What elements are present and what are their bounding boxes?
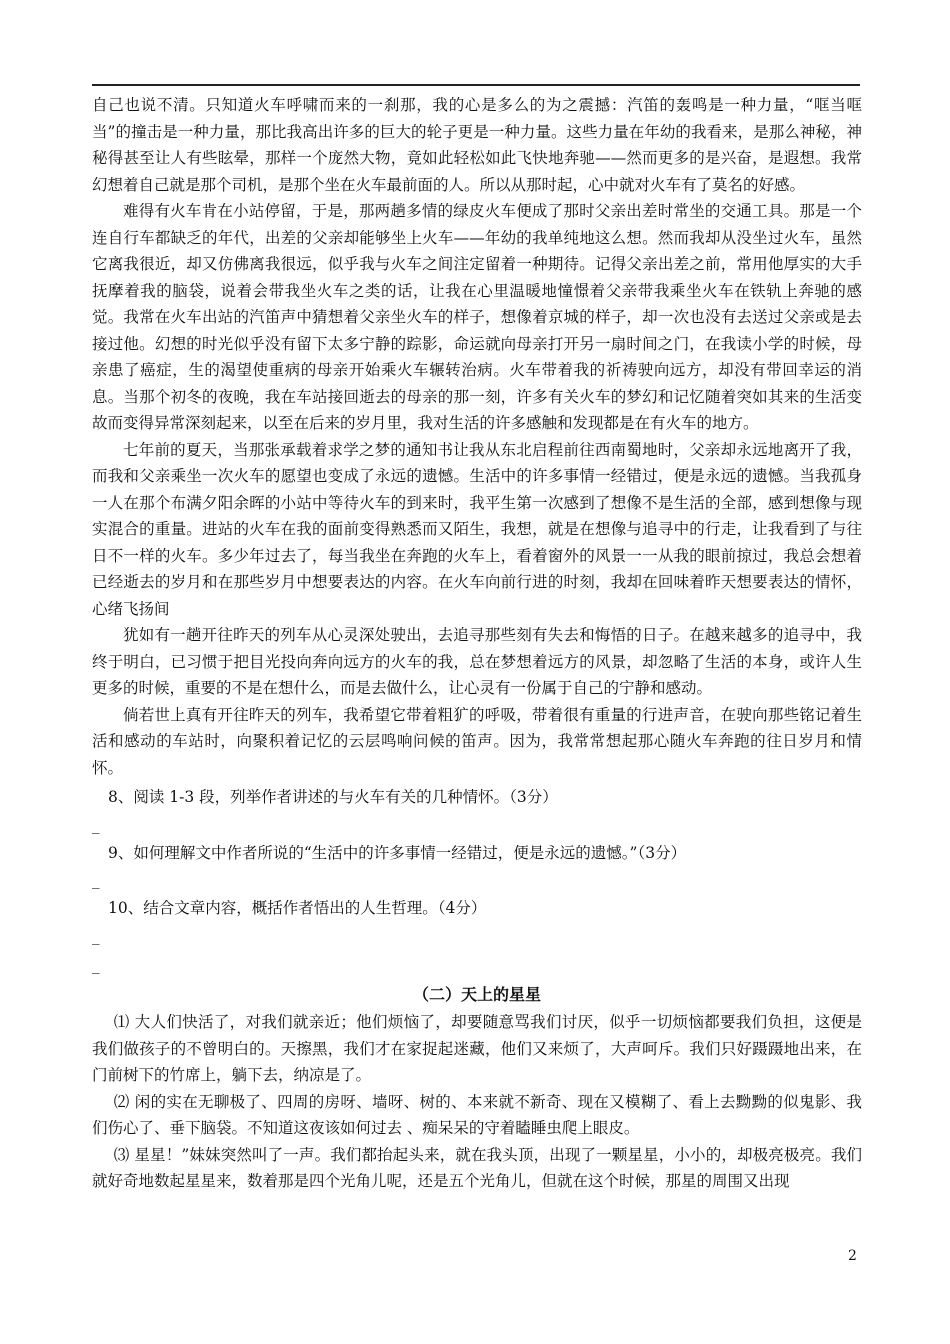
question-9: 9、如何理解文中作者所说的“生活中的许多事情一经错过，便是永远的遗憾。”（3分） — [108, 843, 687, 862]
page-content — [92, 92, 862, 1195]
section2-paragraph-1: ⑴ 大人们快活了，对我们就亲近；他们烦恼了，却要随意骂我们讨厌，似乎一切烦恼都要我们负担，这便是我们做孩子的不曾明白的。天擦黑，我们才在家捉起迷藏，他们又来烦了，大声呵斥。我们只好蹑蹑地出来，在门前树下的竹席上，躺下去，纳凉是了。 — [92, 1013, 862, 1084]
answer-line-10b[interactable]: _ — [92, 955, 100, 974]
page-number: 2 — [848, 1248, 857, 1264]
question-8: 8、阅读 1-3 段，列举作者讲述的与火车有关的几种情怀。（3分） — [108, 788, 558, 806]
header-rule — [92, 84, 860, 86]
question-10: 10、结合文章内容，概括作者悟出的人生哲理。（4分） — [108, 899, 487, 917]
essay-paragraph-1: 自己也说不清。只知道火车呼啸而来的一刹那，我的心是多么的为之震撼：汽笛的轰鸣是一种力量，“哐当哐当”的撞击是一种力量，那比我高出许多的巨大的轮子更是一种力量。这些力量在年幼的我看来，是那么神秘，神秘得甚至让人有些眩晕，那样一个庞然大物，竟如此轻松如此飞快地奔驰——然而更多的是兴奋，是遐想。我常幻想着自己就是那个司机，是那个坐在火车最前面的人。所以从那时起，心中就对火车有了莫名的好感。 — [92, 96, 862, 194]
answer-line-10a[interactable]: _ — [92, 926, 100, 945]
essay-paragraph-5: 倘若世上真有开往昨天的列车，我希望它带着粗犷的呼吸，带着很有重量的行进声音，在驶向那些铭记着生活和感动的车站时，向聚积着记忆的云层鸣响问候的笛声。因为，我常常想起那心随火车奔跑的往日岁月和情怀。 — [92, 705, 862, 777]
section2-paragraph-2: ⑵ 闲的实在无聊极了、四周的房呀、墙呀、树的、本来就不新奇、现在又模糊了、看上去黝黝的似鬼影、我们伤心了、垂下脑袋。不知道这夜该如何过去 、痴呆呆的守着瞌睡虫爬上眼皮。 — [92, 1092, 862, 1137]
section2-paragraph-3: ⑶ 星星！”妹妹突然叫了一声。我们都抬起头来，就在我头顶，出现了一颗星星，小小的，却极亮极亮。我们就好奇地数起星星来，数着那是四个光角儿呢，还是五个光角儿，但就在这个时候，那星的周围又出现 — [92, 1145, 862, 1190]
section-title: （二）天上的星星 — [412, 984, 541, 1004]
answer-line-8[interactable]: _ — [92, 815, 100, 834]
essay-paragraph-3: 七年前的夏天，当那张承载着求学之梦的通知书让我从东北启程前往西南蜀地时，父亲却永远地离开了我，而我和父亲乘坐一次火车的愿望也变成了永远的遗憾。生活中的许多事情一经错过，便是永远的遗憾。当我孤身一人在那个布满夕阳余晖的小站中等待火车的到来时，我平生第一次感到了想像不是生活的全部，感到想像与现实混合的重量。进站的火车在我的面前变得熟悉而又陌生，我想，就是在想像与追寻中的行走，让我看到了与往日不一样的火车。多少年过去了，每当我坐在奔跑的火车上，看着窗外的风景一一从我的眼前掠过，我总会想着已经逝去的岁月和在那些岁月中想要表达的内容。在火车向前行进的时刻，我却在回味着昨天想要表达的情怀，心绪飞扬间 — [92, 440, 862, 618]
answer-line-9[interactable]: _ — [92, 871, 100, 889]
essay-paragraph-2: 难得有火车肯在小站停留，于是，那两趟多情的绿皮火车便成了那时父亲出差时常坐的交通工具。那是一个连自行车都缺乏的年代，出差的父亲却能够坐上火车——年幼的我单纯地这么想。然而我却从没坐过火车，虽然它离我很近，却又仿佛离我很远，似乎我与火车之间注定留着一种期待。记得父亲出差之前，常用他厚实的大手抚摩着我的脑袋，说着会带我坐火车之类的话，让我在心里温暖地憧憬着父亲带我乘坐火车在铁轨上奔驰的感觉。我常在火车出站的汽笛声中猜想着父亲坐火车的样子，想像着京城的样子，却一次也没有去送过父亲或是去接过他。幻想的时光似乎没有留下太多宁静的踪影，命运就向母亲打开另一扇时间之门，在我读小学的时候，母亲患了癌症，生的渴望使重病的母亲开始乘火车辗转治病。火车带着我的祈祷驶向远方，却没有带回幸运的消息。当那个初冬的夜晚，我在车站接回逝去的母亲的那一刻，许多有关火车的梦幻和记忆随着突如其来的生活变故而变得异常深刻起来，以至在后来的岁月里，我对生活的许多感触和发现都是在有火车的地方。 — [92, 202, 862, 432]
essay-paragraph-4: 犹如有一趟开往昨天的列车从心灵深处驶出，去追寻那些刻有失去和悔悟的日子。在越来越多的追寻中，我终于明白，已习惯于把目光投向奔向远方的火车的我，总在梦想着远方的风景，却忽略了生活的本身，或许人生更多的时候，重要的不是在想什么，而是去做什么，让心灵有一份属于自己的宁静和感动。 — [92, 626, 862, 697]
